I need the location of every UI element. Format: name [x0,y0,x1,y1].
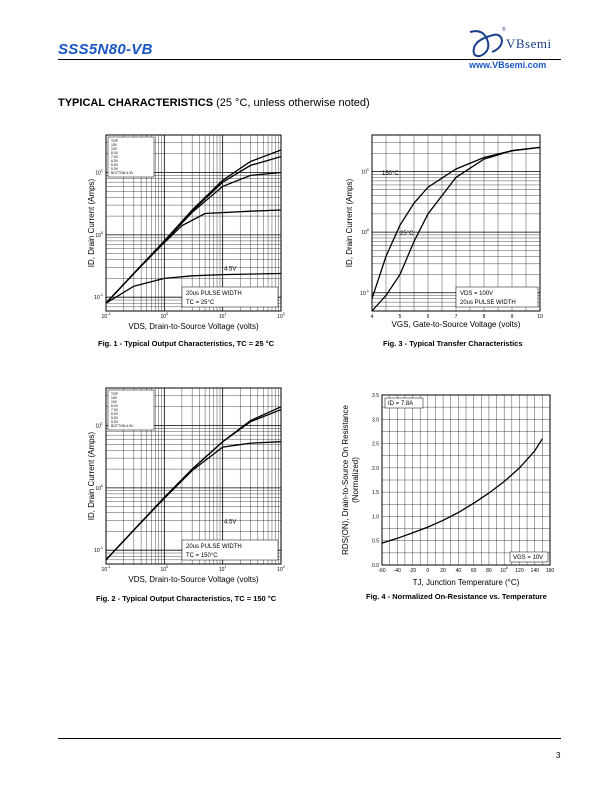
x-tick-label: $10^2$ [277,312,285,320]
x-tick-label: 9 [510,314,514,320]
legend-entry: 15V [111,143,118,147]
x-tick-label: $10^2$ [277,565,285,573]
x-tick-label: $10^1$ [218,312,227,320]
annotation-label: 20us PULSE WIDTH [186,544,242,550]
y-tick-label: 3.0 [372,417,379,424]
x-tick-label: 8 [482,314,486,320]
x-tick-label: -60 [378,568,386,574]
plot-area [341,393,554,587]
legend [108,390,154,430]
legend-entry: 5.0V [111,167,118,171]
annotation-label: 20us PULSE WIDTH [460,300,516,306]
x-tick-label: 6 [426,314,430,320]
x-axis-label: VDS, Drain-to-Source Voltage (volts) [128,575,259,584]
x-tick-label: 7 [454,314,458,320]
x-tick-label: 120 [515,568,524,574]
caption-fig1: Fig. 1 - Typical Output Characteristics, TC = 25 °C [98,339,275,348]
caption-fig2: Fig. 2 - Typical Output Characteristics, TC = 150 °C [96,594,277,603]
y-tick-label: $10^1$ [95,421,103,430]
legend-entry: BOTTOM 4.5V [111,424,134,428]
y-tick-label: $10^0$ [95,483,103,492]
x-tick-label: 10 [537,314,543,320]
y-tick-label: 2.5 [372,441,379,448]
legend-entry: 6.0V [111,159,118,163]
y-tick-label: 3.5 [372,393,379,399]
x-tick-label: $10^0$ [160,312,169,320]
annotation-label: 150°C [382,171,399,177]
x-tick-label: 20 [440,568,446,574]
annotation-label: 4.5V [224,266,237,273]
y-tick-label: $10^0$ [95,230,103,239]
y-tick-label: $10^1$ [361,167,369,176]
x-tick-label: $10^1$ [218,565,227,573]
annotation-label: 25°C [400,231,414,237]
x-tick-label: 60 [470,568,477,574]
x-tick-label: $10^{-1}$ [101,565,111,573]
legend-entry: 7.0V [111,408,118,412]
x-tick-label: 160 [545,568,555,574]
annotation-label: 20us PULSE WIDTH [186,291,242,297]
y-tick-label: 0.0 [372,563,379,569]
x-tick-label: 140 [530,568,539,574]
series-line-10V [106,410,281,560]
legend-entry: TOP [111,139,118,143]
x-tick-label: $10^0$ [500,566,509,574]
x-axis-label: VGS, Gate-to-Source Voltage (volts) [391,320,521,329]
y-tick-label: $10^{-1}$ [360,288,369,297]
y-tick-label: 2.0 [372,465,379,472]
plot-area [87,135,285,331]
y-axis-label: ID, Drain Current (Amps) [345,178,354,268]
caption-fig3: Fig. 3 - Typical Transfer Characteristics [383,339,523,348]
logo-text: VBsemi [506,36,552,51]
x-tick-label: 5 [398,314,402,320]
chart-fig3 [342,125,552,355]
svg-text:®: ® [502,27,506,33]
annotation-label: ID = 7.8A [388,401,414,407]
x-tick-label: 80 [486,568,492,574]
legend-entry: TOP [111,392,118,396]
x-axis-label: VDS, Drain-to-Source Voltage (volts) [128,322,259,331]
grid [382,395,550,565]
x-tick-label: 4 [370,314,374,320]
caption-fig4: Fig. 4 - Normalized On-Resistance vs. Temperature [366,592,547,601]
section-title-main: TYPICAL CHARACTERISTICS [58,97,214,109]
x-tick-label: $10^{-1}$ [101,312,111,320]
annotation-label: VDS = 100V [460,291,494,297]
legend [108,137,154,177]
chart-fig1 [86,125,296,355]
plot-area [87,388,285,584]
y-tick-label: 0.5 [372,538,379,545]
section-subtitle: (25 °C, unless otherwise noted) [216,97,370,109]
legend-entry: BOTTOM 4.5V [111,171,134,175]
x-tick-label: 0 [426,568,430,574]
legend-entry: 8.0V [111,151,118,155]
y-axis-label: ID, Drain Current (Amps) [87,431,96,521]
annotations [382,171,538,307]
part-number: SSS5N80-VB [58,41,153,58]
x-tick-label: 40 [455,568,462,574]
annotation-label: TC = 25°C [186,300,215,306]
annotation-label: 4.5V [224,519,237,526]
legend-entry: 8.0V [111,404,118,408]
chart-fig4 [338,383,560,593]
y-tick-label: $10^1$ [95,168,103,177]
page-number: 3 [556,751,561,760]
plot-area [345,135,543,329]
x-tick-label: -40 [393,568,401,574]
y-tick-label: $10^{-1}$ [94,293,103,302]
y-tick-label: $10^{-1}$ [94,546,103,555]
legend-entry: 15V [111,396,118,400]
grid [372,135,540,311]
legend-entry: 5.5V [111,416,118,420]
legend-entry: 10V [111,147,118,151]
x-tick-label: -20 [408,568,417,574]
annotation-label: VGS = 10V [513,555,544,561]
legend-entry: 10V [111,400,118,404]
y-axis-label: RDS(ON), Drain-to-Source On Resistance [341,405,350,555]
x-tick-label: $10^0$ [160,565,169,573]
y-tick-label: $10^0$ [361,228,369,237]
x-axis-label: TJ, Junction Temperature (°C) [412,578,520,587]
annotation-label: TC = 150°C [186,553,218,559]
series-line-RDSon [382,439,542,543]
y-axis-label: ID, Drain Current (Amps) [87,178,96,268]
legend-entry: 5.0V [111,420,118,424]
logo-url[interactable]: www.VBsemi.com [469,60,547,70]
y-tick-label: 1.0 [372,514,379,521]
footer-rule [58,738,561,739]
y-tick-label: 1.5 [372,490,379,497]
legend-entry: 5.5V [111,163,118,167]
y-axis-label-2: (Normalized) [351,457,360,503]
section-title [58,97,370,109]
chart-fig2 [86,383,296,593]
legend-entry: 6.0V [111,412,118,416]
legend-entry: 7.0V [111,155,118,159]
